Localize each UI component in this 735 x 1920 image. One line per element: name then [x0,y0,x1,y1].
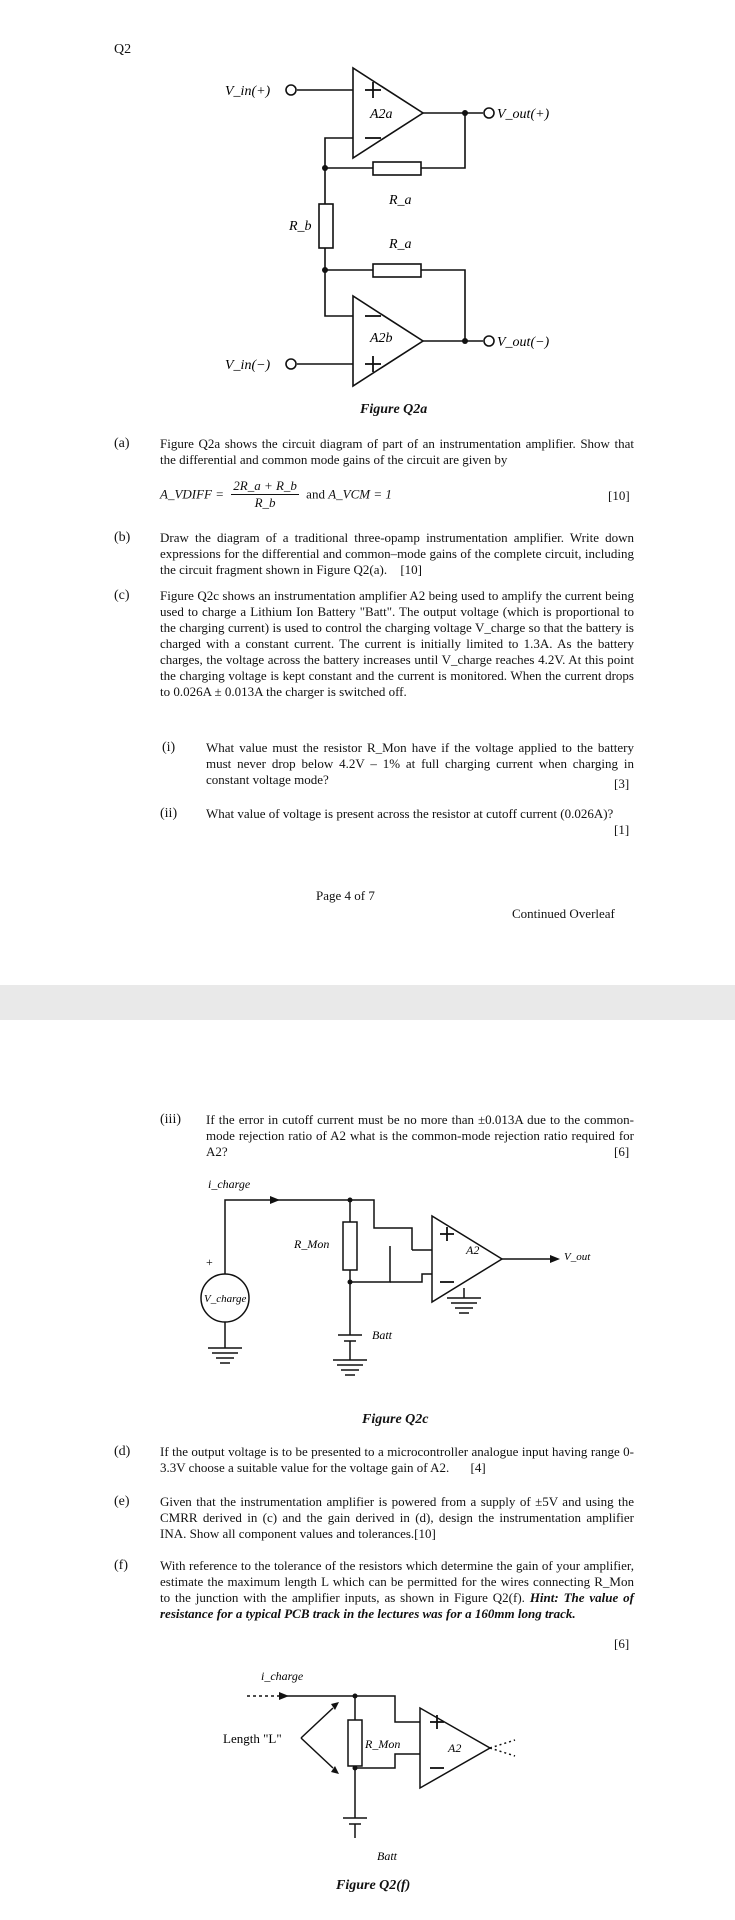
part-c-i-marks: [3] [614,776,630,791]
rb-label: R_b [289,219,312,234]
part-a-label: (a) [114,436,130,451]
formula-numerator: 2R_a + R_b [233,478,297,493]
part-c-iii-marks: [6] [614,1144,630,1159]
batt-f-label: Batt [377,1849,397,1863]
continued-overleaf: Continued Overleaf [512,906,615,921]
part-a-text: Figure Q2a shows the circuit diagram of part of an instrumentation amplifier. Show that the differential and common mode gains of the circuit are given by [160,436,634,467]
output-arrow [550,1255,560,1263]
part-d-text: If the output voltage is to be presented to a microcontroller analogue input having range 0-3.3V choose a suitable value for the voltage gain of A2. [4] [160,1444,634,1475]
vin-minus-label: V_in(−) [225,358,271,373]
opamp-a2-symbol [432,1216,502,1302]
resistor-ra-top [373,162,421,175]
formula-denominator: R_b [254,495,276,510]
ra-bottom-label: R_a [389,237,412,252]
part-b-text: Draw the diagram of a traditional three-opamp instrumentation amplifier. Write down expressions for the differential and common–mode gains of the complete circuit, including the circuit fragment shown in Figure Q2(a). [10] [160,530,634,577]
part-c-label: (c) [114,588,130,603]
vout-minus-label: V_out(−) [497,335,550,350]
amp-a2a-label: A2a [370,107,393,122]
part-c-text: Figure Q2c shows an instrumentation amplifier A2 being used to amplify the current being used to charge a Lithium Ion Battery "Batt". The output voltage (which is proportional to the charging current) is used to control the charging voltage V_charge so that the battery is charged with a constant current. The current is initially limited to 1.3A. As the battery charges, the voltage across the battery increases until V_charge reaches 4.2V. At this point the charging voltage is kept constant and the current is monitored. When the current drops to 0.026A ± 0.013A the charger is switched off. [160,588,634,699]
part-c-i-text: What value must the resistor R_Mon have if the voltage applied to the battery must never drop below 4.2V – 1% at full charging current when charging in constant voltage mode? [206,740,634,787]
rmon-label: R_Mon [294,1237,330,1251]
rmon-f-label: R_Mon [365,1737,401,1751]
amp-a2b-label: A2b [370,331,393,346]
figure-q2a-caption: Figure Q2a [360,402,428,417]
vcharge-label: V_charge [204,1293,247,1305]
figure-q2f-circuit [215,1658,535,1868]
part-e-label: (e) [114,1494,130,1509]
resistor-rmon [343,1222,357,1270]
exam-page-5 [0,1020,735,1920]
batt-label: Batt [372,1328,392,1342]
plus-label: + [206,1255,213,1269]
part-a-marks: [10] [608,488,630,503]
vin-plus-terminal [286,85,296,95]
page-number: Page 4 of 7 [316,888,375,903]
figure-q2c-circuit [190,1170,620,1410]
part-a-formula [160,478,392,511]
icharge-label: i_charge [208,1177,251,1191]
icharge-f-label: i_charge [261,1669,304,1683]
part-c-ii-label: (ii) [160,806,178,821]
resistor-ra-bottom [373,264,421,277]
figure-q2f-caption: Figure Q2(f) [336,1878,411,1893]
part-d-label: (d) [114,1444,131,1459]
current-arrow-f [279,1692,289,1700]
part-c-iii-label: (iii) [160,1112,181,1127]
vin-plus-label: V_in(+) [225,84,271,99]
question-number: Q2 [114,42,132,57]
vin-minus-terminal [286,359,296,369]
part-b-marks: [10] [400,562,422,577]
resistor-rmon-f [348,1720,362,1766]
resistor-rb [319,204,333,248]
part-e-marks: [10] [414,1526,436,1541]
part-f-hint: Hint: The value of resistance for a typical PCB track in the lectures was for a 160mm long track. [160,1590,635,1621]
amp-a2-f-label: A2 [448,1741,462,1755]
part-c-i-label: (i) [162,740,176,755]
part-e-text: Given that the instrumentation amplifier is powered from a supply of ±5V and using the CMRR derived in (c) and the gain derived in (d), design the instrumentation amplifier INA. Show all component values and tolerances.[10] [160,1494,634,1541]
current-arrow [270,1196,280,1204]
part-f-text: With reference to the tolerance of the resistors which determine the gain of your amplifier, estimate the maximum length L which can be permitted for the wires connecting R_Mon to the junction with the amplifier inputs, as shown in Figure Q2(f). Hint: The value of resistance for a typical PCB track in the lectures was for a 160mm long track. [160,1558,635,1621]
figure-q2a-circuit [225,58,565,388]
ra-top-label: R_a [389,193,412,208]
vout-minus-terminal [484,336,494,346]
length-l-label: Length "L" [223,1731,282,1746]
part-c-iii-text: If the error in cutoff current must be no more than ±0.013A due to the common-mode rejection ratio of A2 what is the common-mode rejection ratio required for A2? [206,1112,634,1159]
figure-q2c-caption: Figure Q2c [362,1412,429,1427]
amp-a2-label: A2 [466,1243,480,1257]
part-f-label: (f) [114,1558,128,1573]
vout-plus-terminal [484,108,494,118]
formula-and: and [306,486,325,502]
part-d-marks: [4] [470,1460,486,1475]
part-f-marks: [6] [614,1636,630,1651]
vout-plus-label: V_out(+) [497,107,550,122]
part-c-ii-text: What value of voltage is present across the resistor at cutoff current (0.026A)? [206,806,614,821]
formula-lhs: A_VDIFF = [160,486,225,502]
vout-label: V_out [564,1251,591,1263]
formula-rhs: A_VCM = 1 [328,486,392,502]
part-c-ii-marks: [1] [614,822,630,837]
part-b-label: (b) [114,530,131,545]
